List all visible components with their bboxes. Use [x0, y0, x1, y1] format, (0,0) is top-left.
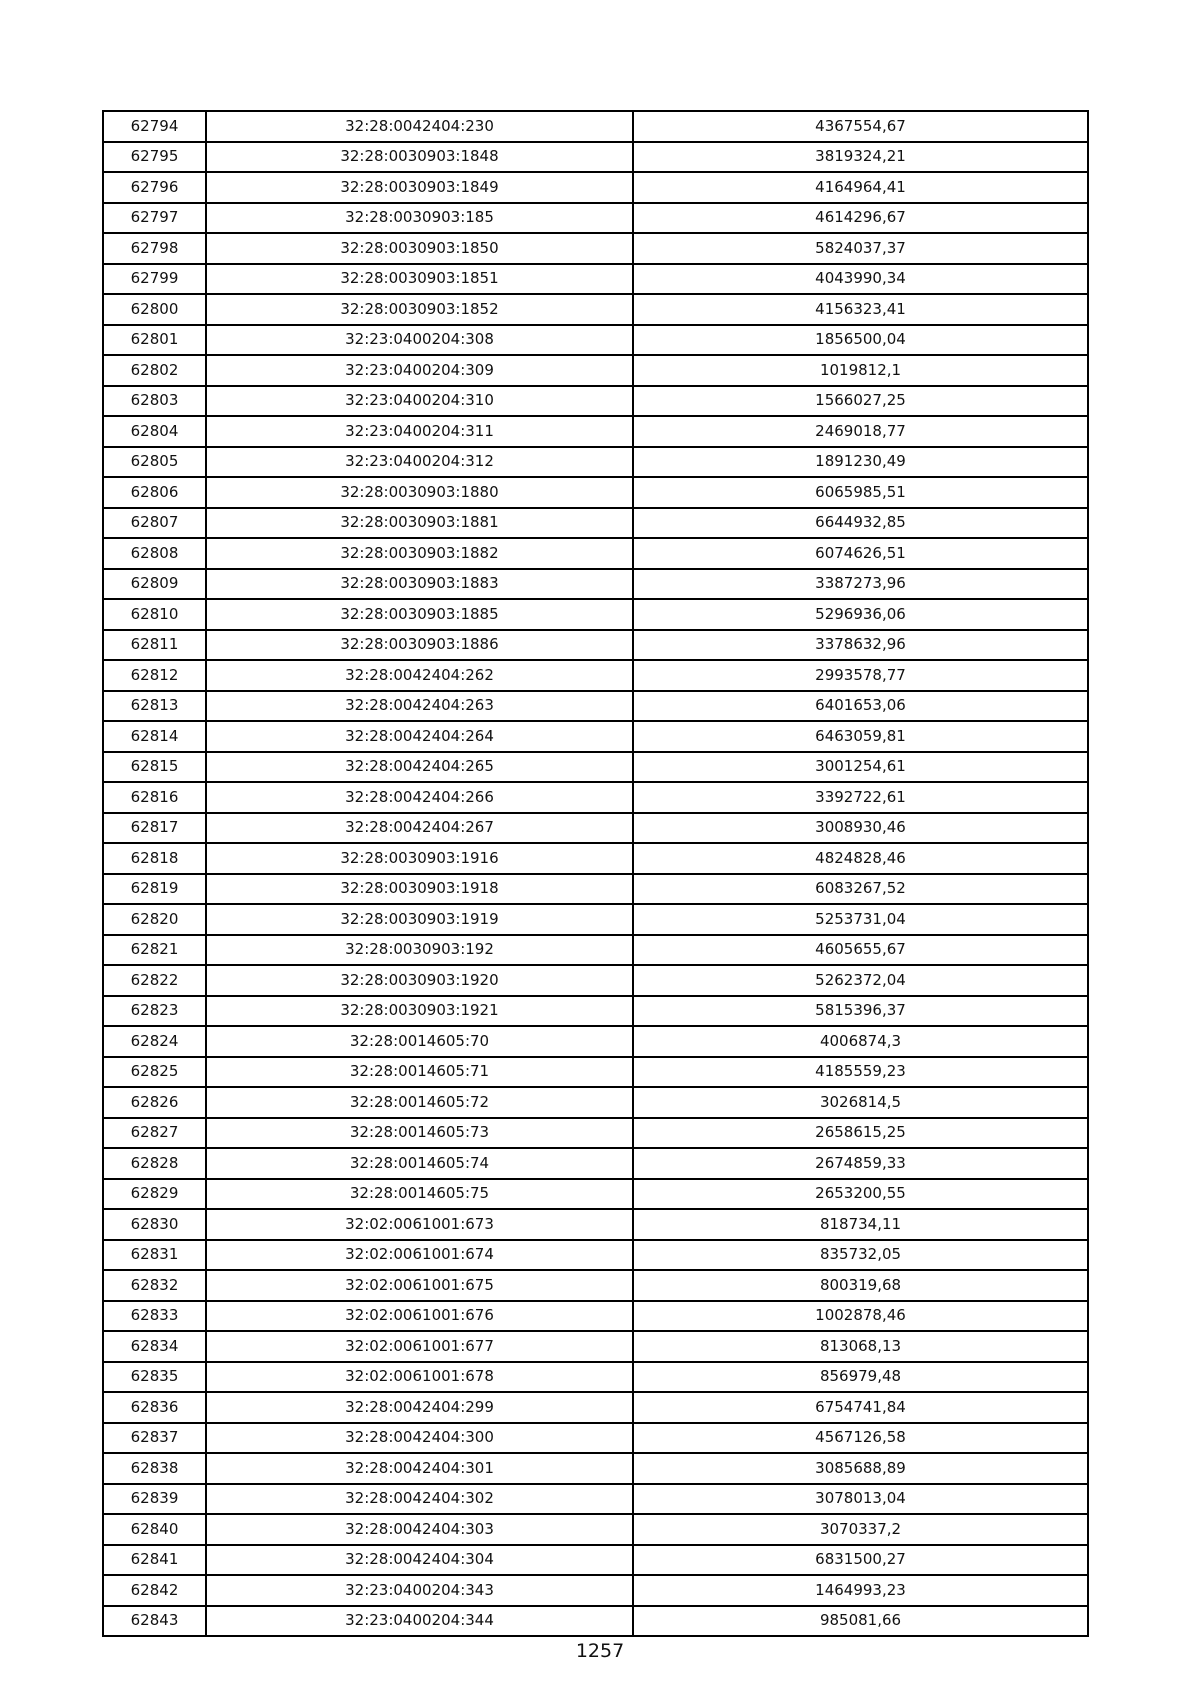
row-number-cell: 62813: [103, 691, 206, 722]
table-row: [103, 1148, 1088, 1179]
row-number-cell: 62809: [103, 569, 206, 600]
cadastral-number-cell: 32:23:0400204:312: [206, 447, 633, 478]
cadastral-number-cell: 32:28:0042404:264: [206, 721, 633, 752]
cadastral-value-cell: 6831500,27: [633, 1545, 1088, 1576]
cadastral-value-cell: 4006874,3: [633, 1026, 1088, 1057]
table-row: [103, 752, 1088, 783]
table-row: [103, 1514, 1088, 1545]
table-row: [103, 325, 1088, 356]
table-row: [103, 965, 1088, 996]
row-number-cell: 62822: [103, 965, 206, 996]
table-row: [103, 355, 1088, 386]
cadastral-value-cell: 3070337,2: [633, 1514, 1088, 1545]
table-row: [103, 538, 1088, 569]
row-number-cell: 62832: [103, 1270, 206, 1301]
row-number-cell: 62815: [103, 752, 206, 783]
row-number-cell: 62841: [103, 1545, 206, 1576]
cadastral-number-cell: 32:28:0042404:302: [206, 1484, 633, 1515]
cadastral-value-table: [102, 110, 1089, 1637]
table-row: [103, 1545, 1088, 1576]
cadastral-number-cell: 32:28:0042404:262: [206, 660, 633, 691]
table-row: [103, 142, 1088, 173]
table-body: [103, 111, 1088, 1636]
cadastral-value-cell: 985081,66: [633, 1606, 1088, 1637]
cadastral-number-cell: 32:28:0030903:1916: [206, 843, 633, 874]
cadastral-value-cell: 2674859,33: [633, 1148, 1088, 1179]
cadastral-number-cell: 32:28:0030903:1849: [206, 172, 633, 203]
table-row: [103, 813, 1088, 844]
cadastral-number-cell: 32:28:0030903:1850: [206, 233, 633, 264]
row-number-cell: 62798: [103, 233, 206, 264]
row-number-cell: 62839: [103, 1484, 206, 1515]
row-number-cell: 62804: [103, 416, 206, 447]
row-number-cell: 62816: [103, 782, 206, 813]
row-number-cell: 62826: [103, 1087, 206, 1118]
row-number-cell: 62833: [103, 1301, 206, 1332]
table-row: [103, 172, 1088, 203]
cadastral-number-cell: 32:02:0061001:678: [206, 1362, 633, 1393]
cadastral-number-cell: 32:28:0042404:304: [206, 1545, 633, 1576]
cadastral-number-cell: 32:02:0061001:673: [206, 1209, 633, 1240]
cadastral-value-cell: 2653200,55: [633, 1179, 1088, 1210]
row-number-cell: 62819: [103, 874, 206, 905]
page-number: 1257: [575, 1640, 625, 1662]
cadastral-value-cell: 6074626,51: [633, 538, 1088, 569]
table-row: [103, 630, 1088, 661]
cadastral-value-cell: 5262372,04: [633, 965, 1088, 996]
cadastral-number-cell: 32:23:0400204:343: [206, 1575, 633, 1606]
cadastral-number-cell: 32:28:0014605:72: [206, 1087, 633, 1118]
row-number-cell: 62842: [103, 1575, 206, 1606]
cadastral-number-cell: 32:28:0030903:1885: [206, 599, 633, 630]
cadastral-number-cell: 32:28:0014605:71: [206, 1057, 633, 1088]
table-row: [103, 599, 1088, 630]
table-row: [103, 935, 1088, 966]
table-row: [103, 447, 1088, 478]
cadastral-value-cell: 856979,48: [633, 1362, 1088, 1393]
row-number-cell: 62811: [103, 630, 206, 661]
table-row: [103, 1423, 1088, 1454]
cadastral-number-cell: 32:28:0042404:267: [206, 813, 633, 844]
row-number-cell: 62820: [103, 904, 206, 935]
row-number-cell: 62814: [103, 721, 206, 752]
row-number-cell: 62806: [103, 477, 206, 508]
cadastral-number-cell: 32:28:0030903:1919: [206, 904, 633, 935]
row-number-cell: 62808: [103, 538, 206, 569]
row-number-cell: 62836: [103, 1392, 206, 1423]
cadastral-number-cell: 32:28:0042404:303: [206, 1514, 633, 1545]
row-number-cell: 62831: [103, 1240, 206, 1271]
cadastral-number-cell: 32:28:0030903:1921: [206, 996, 633, 1027]
cadastral-value-cell: 4185559,23: [633, 1057, 1088, 1088]
row-number-cell: 62796: [103, 172, 206, 203]
cadastral-number-cell: 32:02:0061001:675: [206, 1270, 633, 1301]
cadastral-number-cell: 32:28:0014605:70: [206, 1026, 633, 1057]
table-row: [103, 264, 1088, 295]
cadastral-number-cell: 32:28:0030903:1851: [206, 264, 633, 295]
cadastral-number-cell: 32:28:0014605:75: [206, 1179, 633, 1210]
cadastral-number-cell: 32:28:0030903:185: [206, 203, 633, 234]
row-number-cell: 62821: [103, 935, 206, 966]
cadastral-value-cell: 1464993,23: [633, 1575, 1088, 1606]
cadastral-value-cell: 2469018,77: [633, 416, 1088, 447]
row-number-cell: 62803: [103, 386, 206, 417]
cadastral-value-cell: 3819324,21: [633, 142, 1088, 173]
cadastral-value-cell: 6083267,52: [633, 874, 1088, 905]
cadastral-number-cell: 32:28:0014605:73: [206, 1118, 633, 1149]
row-number-cell: 62824: [103, 1026, 206, 1057]
cadastral-value-cell: 3026814,5: [633, 1087, 1088, 1118]
cadastral-number-cell: 32:02:0061001:677: [206, 1331, 633, 1362]
table-row: [103, 782, 1088, 813]
cadastral-number-cell: 32:28:0042404:299: [206, 1392, 633, 1423]
cadastral-value-cell: 3387273,96: [633, 569, 1088, 600]
cadastral-value-cell: 813068,13: [633, 1331, 1088, 1362]
cadastral-value-cell: 6065985,51: [633, 477, 1088, 508]
cadastral-number-cell: 32:28:0042404:266: [206, 782, 633, 813]
cadastral-number-cell: 32:28:0030903:1883: [206, 569, 633, 600]
row-number-cell: 62830: [103, 1209, 206, 1240]
row-number-cell: 62818: [103, 843, 206, 874]
row-number-cell: 62823: [103, 996, 206, 1027]
table-row: [103, 1301, 1088, 1332]
row-number-cell: 62801: [103, 325, 206, 356]
cadastral-number-cell: 32:23:0400204:308: [206, 325, 633, 356]
cadastral-value-cell: 800319,68: [633, 1270, 1088, 1301]
row-number-cell: 62794: [103, 111, 206, 142]
row-number-cell: 62795: [103, 142, 206, 173]
table-row: [103, 508, 1088, 539]
cadastral-value-cell: 2993578,77: [633, 660, 1088, 691]
row-number-cell: 62799: [103, 264, 206, 295]
table-row: [103, 1057, 1088, 1088]
row-number-cell: 62834: [103, 1331, 206, 1362]
cadastral-value-cell: 1002878,46: [633, 1301, 1088, 1332]
cadastral-number-cell: 32:28:0042404:263: [206, 691, 633, 722]
row-number-cell: 62802: [103, 355, 206, 386]
table-row: [103, 1118, 1088, 1149]
cadastral-value-cell: 4824828,46: [633, 843, 1088, 874]
row-number-cell: 62812: [103, 660, 206, 691]
cadastral-value-cell: 4156323,41: [633, 294, 1088, 325]
cadastral-value-cell: 3392722,61: [633, 782, 1088, 813]
cadastral-value-cell: 1856500,04: [633, 325, 1088, 356]
table-row: [103, 233, 1088, 264]
table-row: [103, 1606, 1088, 1637]
cadastral-value-cell: 5296936,06: [633, 599, 1088, 630]
table-row: [103, 721, 1088, 752]
table-row: [103, 691, 1088, 722]
cadastral-value-cell: 6401653,06: [633, 691, 1088, 722]
cadastral-number-cell: 32:28:0030903:1920: [206, 965, 633, 996]
cadastral-value-cell: 1566027,25: [633, 386, 1088, 417]
table-row: [103, 1575, 1088, 1606]
cadastral-number-cell: 32:23:0400204:309: [206, 355, 633, 386]
table-row: [103, 1240, 1088, 1271]
cadastral-number-cell: 32:28:0030903:1881: [206, 508, 633, 539]
table-row: [103, 843, 1088, 874]
table-row: [103, 1453, 1088, 1484]
cadastral-value-cell: 6463059,81: [633, 721, 1088, 752]
row-number-cell: 62800: [103, 294, 206, 325]
row-number-cell: 62797: [103, 203, 206, 234]
row-number-cell: 62827: [103, 1118, 206, 1149]
cadastral-value-cell: 4614296,67: [633, 203, 1088, 234]
cadastral-value-cell: 5815396,37: [633, 996, 1088, 1027]
cadastral-value-cell: 5824037,37: [633, 233, 1088, 264]
cadastral-number-cell: 32:28:0014605:74: [206, 1148, 633, 1179]
cadastral-value-cell: 2658615,25: [633, 1118, 1088, 1149]
cadastral-value-cell: 3001254,61: [633, 752, 1088, 783]
row-number-cell: 62817: [103, 813, 206, 844]
table-row: [103, 1179, 1088, 1210]
table-row: [103, 996, 1088, 1027]
cadastral-value-cell: 4367554,67: [633, 111, 1088, 142]
cadastral-number-cell: 32:28:0030903:1880: [206, 477, 633, 508]
cadastral-number-cell: 32:28:0042404:265: [206, 752, 633, 783]
row-number-cell: 62837: [103, 1423, 206, 1454]
cadastral-number-cell: 32:02:0061001:674: [206, 1240, 633, 1271]
cadastral-number-cell: 32:23:0400204:344: [206, 1606, 633, 1637]
table-row: [103, 569, 1088, 600]
table-row: [103, 1484, 1088, 1515]
cadastral-number-cell: 32:28:0030903:1882: [206, 538, 633, 569]
table-row: [103, 1087, 1088, 1118]
row-number-cell: 62843: [103, 1606, 206, 1637]
row-number-cell: 62807: [103, 508, 206, 539]
cadastral-number-cell: 32:28:0030903:1886: [206, 630, 633, 661]
row-number-cell: 62829: [103, 1179, 206, 1210]
row-number-cell: 62828: [103, 1148, 206, 1179]
cadastral-value-cell: 4567126,58: [633, 1423, 1088, 1454]
cadastral-value-cell: 3378632,96: [633, 630, 1088, 661]
cadastral-number-cell: 32:02:0061001:676: [206, 1301, 633, 1332]
table-row: [103, 1331, 1088, 1362]
table-row: [103, 416, 1088, 447]
row-number-cell: 62838: [103, 1453, 206, 1484]
cadastral-number-cell: 32:28:0030903:1848: [206, 142, 633, 173]
table-row: [103, 111, 1088, 142]
table-row: [103, 386, 1088, 417]
table-row: [103, 1026, 1088, 1057]
cadastral-value-cell: 6644932,85: [633, 508, 1088, 539]
cadastral-number-cell: 32:28:0042404:230: [206, 111, 633, 142]
cadastral-value-cell: 3085688,89: [633, 1453, 1088, 1484]
table-row: [103, 660, 1088, 691]
cadastral-value-cell: 4164964,41: [633, 172, 1088, 203]
cadastral-value-cell: 835732,05: [633, 1240, 1088, 1271]
row-number-cell: 62805: [103, 447, 206, 478]
cadastral-number-cell: 32:28:0030903:1852: [206, 294, 633, 325]
cadastral-value-cell: 1891230,49: [633, 447, 1088, 478]
cadastral-value-cell: 4043990,34: [633, 264, 1088, 295]
cadastral-number-cell: 32:28:0030903:192: [206, 935, 633, 966]
row-number-cell: 62835: [103, 1362, 206, 1393]
cadastral-value-cell: 1019812,1: [633, 355, 1088, 386]
cadastral-number-cell: 32:28:0030903:1918: [206, 874, 633, 905]
row-number-cell: 62840: [103, 1514, 206, 1545]
table-row: [103, 1362, 1088, 1393]
row-number-cell: 62810: [103, 599, 206, 630]
table-row: [103, 1392, 1088, 1423]
cadastral-value-cell: 3008930,46: [633, 813, 1088, 844]
cadastral-number-cell: 32:28:0042404:300: [206, 1423, 633, 1454]
cadastral-value-cell: 6754741,84: [633, 1392, 1088, 1423]
table-row: [103, 1209, 1088, 1240]
cadastral-number-cell: 32:23:0400204:311: [206, 416, 633, 447]
cadastral-number-cell: 32:28:0042404:301: [206, 1453, 633, 1484]
table-row: [103, 477, 1088, 508]
cadastral-value-cell: 5253731,04: [633, 904, 1088, 935]
table-row: [103, 874, 1088, 905]
cadastral-value-cell: 818734,11: [633, 1209, 1088, 1240]
row-number-cell: 62825: [103, 1057, 206, 1088]
table-row: [103, 904, 1088, 935]
table-row: [103, 294, 1088, 325]
cadastral-value-cell: 4605655,67: [633, 935, 1088, 966]
cadastral-number-cell: 32:23:0400204:310: [206, 386, 633, 417]
cadastral-value-cell: 3078013,04: [633, 1484, 1088, 1515]
table-row: [103, 1270, 1088, 1301]
table-row: [103, 203, 1088, 234]
